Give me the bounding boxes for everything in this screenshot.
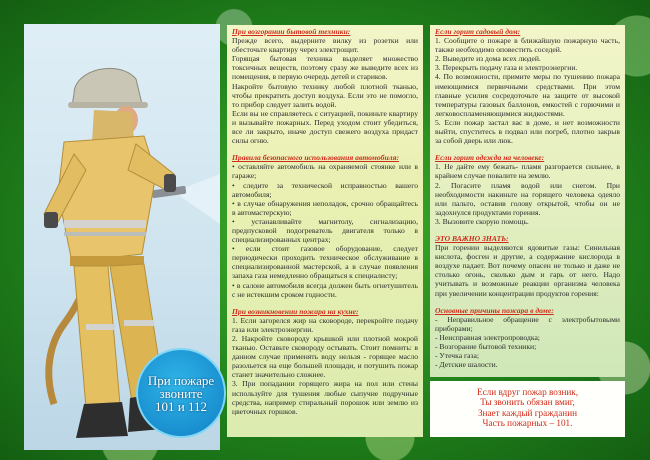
call-badge-line2: звоните [159,385,203,401]
list-item: • в случае обнаружения неполадок, срочно обращайтесь в автомастерскую; [232,198,418,217]
emergency-call-badge [136,348,226,438]
list-item: - Неправильное обращение с электробытовыми приборами; [435,314,620,333]
poem-line: Часть пожарных – 101. [482,418,573,429]
list-item: 2. Накройте сковороду крышкой или плотной мокрой тканью. Оставьте сковороду остывать. Стоит помнить: в данном случае применять воду нельзя - горящее масло разольется на еще большей площади, и потушить пожар станет значительно сложнее. [232,334,418,380]
paragraph: Накройте бытовую технику любой плотной тканью, чтобы прекратить доступ воздуха. Если это не помогло, то прибор следует залить водой. [232,81,418,109]
list-item: 2. Выведите из дома всех людей. [435,54,541,64]
list-item: • если стоит газовое оборудование, следует периодически проходить техническое обслуживание в специализированной мастерской, а в случае появления запаха газа немедленно обращаться к специалисту; [232,244,418,281]
fire-poem-box [430,381,625,437]
call-badge-line1: При пожаре [147,372,215,388]
list-item: • устанавливайте магнитолу, сигнализацию, предпусковой подогреватель двигателя только в специализированных центрах; [232,216,418,245]
section-title-important: ЭТО ВАЖНО ЗНАТЬ: [435,233,509,243]
list-item: 1. Сообщите о пожаре в ближайшую пожарную часть, также необходимо оповестить соседей. [435,36,620,55]
appliances-car-kitchen-panel [227,25,423,437]
section-title-burning-clothes: Если горит одежда на человеке: [435,153,545,163]
paragraph: При горении выделяются ядовитые газы: Синильная кислота, фосген и другие, а содержание кислорода в воздухе падает. Вот почему опасен не только и даже не столько огонь, сколько дым и гарь от него. Надо учитывать и возможные реакции организма человека при увеличении концентрации продуктов горения: [435,243,620,298]
section-title-appliances: При возгорании бытовой техники: [232,27,351,36]
list-item: - Возгорание бытовой техники; [435,342,537,351]
paragraph: Прежде всего, выдерните вилку из розетки или обесточьте квартиру через электрощит. [232,36,418,55]
section-title-kitchen: При возникновении пожара на кухне: [232,306,359,316]
call-badge-line3: 101 и 112 [155,398,207,414]
paragraph: Если вы не справляетесь с ситуацией, покиньте квартиру и вызывайте пожарных. Перед уходом стоит убедиться, все ли закрыто, иначе доступ свежего воздуха придаст силы огню. [232,108,418,146]
garden-clothes-important-panel [430,25,625,377]
poem-line: Ты звонить обязан вмиг, [480,397,575,408]
list-item: • оставляйте автомобиль на охраняемой стоянке или в гараже; [232,162,418,181]
list-item: • в салоне автомобиля всегда должен быть огнетушитель с не истекшим сроком годности. [232,280,418,299]
list-item: - Детские шалости. [435,360,498,370]
list-item: 4. По возможности, примите меры по тушению пожара имеющимися первичными средствами. При этом главные усилия сосредоточьте на защите от высокой температуры газовых баллонов, емкостей с горючими и легковоспламеняющимися жидкостями. [435,72,620,118]
list-item: - Неисправная электропроводка; [435,332,540,342]
poem-line: Знает каждый гражданин [477,407,578,418]
list-item: 2. Погасите пламя водой или снегом. При необходимости накиньте на горящего человека одеяло или пальто, оставив голову открытой, чтобы он не задохнулся продуктами горения. [435,180,620,217]
list-item: • следите за технической исправностью вашего автомобиля; [232,180,418,199]
list-item: 1. Если загорелся жир на сковороде, перекройте подачу газа или электроэнергии. [232,315,418,334]
section-title-fire-causes: Основные причины пожара в доме: [435,305,554,315]
list-item: 3. При попадании горящего жира на пол или стены используйте для тушения любые сыпучие подручные средства, например стиральный порошок или землю из цветочных горшков. [232,379,418,416]
list-item: 5. Если пожар застал вас в доме, и нет возможности выйти, спуститесь в подвал или погреб, плотно закрыв за собой дверь или люк. [435,117,620,146]
list-item: 3. Вызовите скорую помощь. [435,216,529,226]
section-title-garden-house: Если горит садовый дом: [435,27,521,36]
list-item: - Утечка газа; [435,351,479,361]
list-item: 3. Перекрыть подачу газа и электроэнергии. [435,63,578,73]
poem-line: Если вдруг пожар возник, [476,387,579,397]
paragraph: Горящая бытовая техника выделяет множество токсичных веществ, поэтому сразу же выведите всех из помещения, в первую очередь детей и стариков. [232,54,418,82]
list-item: 1. Не дайте ему бежать- пламя разгорается сильнее, в крайнем случае повалите на землю. [435,162,620,181]
section-title-car: Правила безопасного использования автомобиля: [232,153,400,163]
